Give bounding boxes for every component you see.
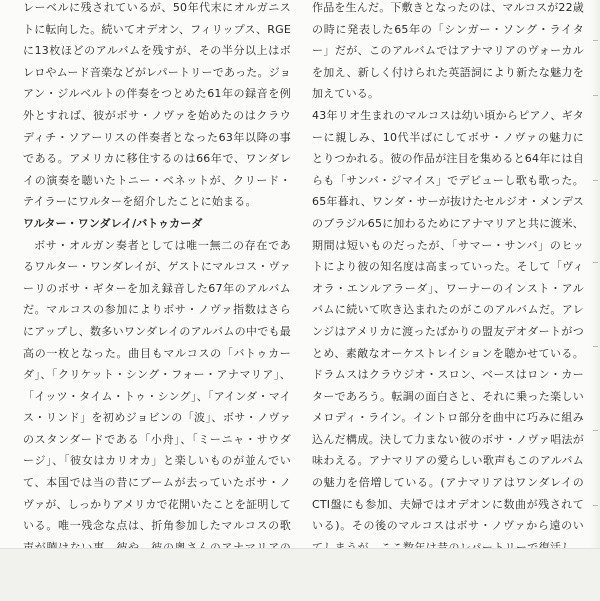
edge-tick [593, 95, 598, 96]
right-paragraph-2: 43年リオ生まれのマルコスは幼い頃からピアノ、ギターに親しみ、10代半ばにしてボサ・ノヴァの魅力にとりつかれる。彼の作品が注目を集めると64年には自らも「サンバ・ジマイス」でデビューし歌も歌った。65年暮れ、ワンダ・サーが抜けたセルジオ・メンデスのブラジル65に加わるためにアナマリアと共に渡米、期間は短いものだったが、「サマー・サンバ」のヒットにより彼の知名度は高まっていった。そして「ヴィオラ・エンルアラーダ」、ワーナーのインスト・アルバムに続いて吹き込まれたのがこのアルバムだ。アレンジはアメリカに渡ったばかりの盟友デオダートがつとめ、素敵なオーケストレイションを聴かせている。ドラムスはクラウジオ・スロン、ベースはロン・カーターであろう。転調の面白さと、それに乗った楽しいメロディ・ライン。イントロ部分を曲中に巧みに組み込んだ構成。決して力まない彼のボサ・ノヴァ唱法が味わえる。アナマリアの愛らしい歌声もこのアルバムの魅力を倍増している。(アナマリアはワンダレイのCTI盤にも参加、夫婦ではオデオンに数曲が残されている)。その後のマルコスはボサ・ノヴァから遠のい [312, 108, 584, 533]
edge-tick [593, 346, 598, 347]
page-edge-shadow [590, 0, 600, 548]
bottom-margin-band [0, 548, 600, 601]
edge-tick [593, 505, 598, 506]
edge-tick [593, 262, 598, 263]
edge-tick [593, 430, 598, 431]
edge-tick [593, 40, 598, 41]
edge-tick [593, 180, 598, 181]
section-heading: ワルター・ワンダレイ/バトゥカーダ [23, 216, 203, 230]
left-column [23, 0, 291, 580]
left-paragraph-1: レーベルに残されているが、50年代末にオルガニストに転向した。続いてオデオン、フィリップス、RGEに13枚ほどのアルバムを残すが、その半分以上はボレロやムード音楽などがレパートリーであった。ジョアン・ジルベルトの伴奏をつとめた61年の録音を例外とすれば、彼がボサ・ノヴァを始めたのはクラウディチ・ソアーリスの伴奏者となった63年以降の事である。アメリカに移住するのは66年で、ワンダレイの演奏を聴いたトニー・ベネットが、クリード・テイラーにワルターを紹介したことに始まる。 [23, 1, 291, 209]
right-column [312, 0, 584, 580]
right-paragraph-1: 作品を生んだ。下敷きとなったのは、マルコスが22歳の時に発表した65年の「シンガー・ソング・ライター」だが、このアルバムではアナマリアのヴォーカルを加え、新しく付けられた英語詞により新たな魅力を加えている。 [312, 1, 584, 101]
left-paragraph-2: ボサ・オルガン奏者としては唯一無二の存在であるワルター・ワンダレイが、ゲストにマルコス・ヴァーリのボサ・ギターを加え録音した67年のアルバムだ。マルコスの参加によりボサ・ノヴァ指数はさらにアップし、数多いワンダレイのアルバムの中でも最高の一枚となった。曲目もマルコスの「バトゥカーダ」、「クリケット・シング・フォー・アナマリア」、「イッツ・タイム・トゥ・シング」、「アインダ・マイス・リンド」を初めジョビンの「波」、ボサ・ノヴァのスタンダードである「小舟」、「ミーニャ・サウダージ」、「彼女はカリオカ」と楽しいものが並んでいて、本国では当の昔にブームが去っていたボサ・ノヴァが、しっかりアメリカで花開いたことを証明している。唯一残念な点は、折角参加したマルコスの歌 [23, 238, 291, 533]
